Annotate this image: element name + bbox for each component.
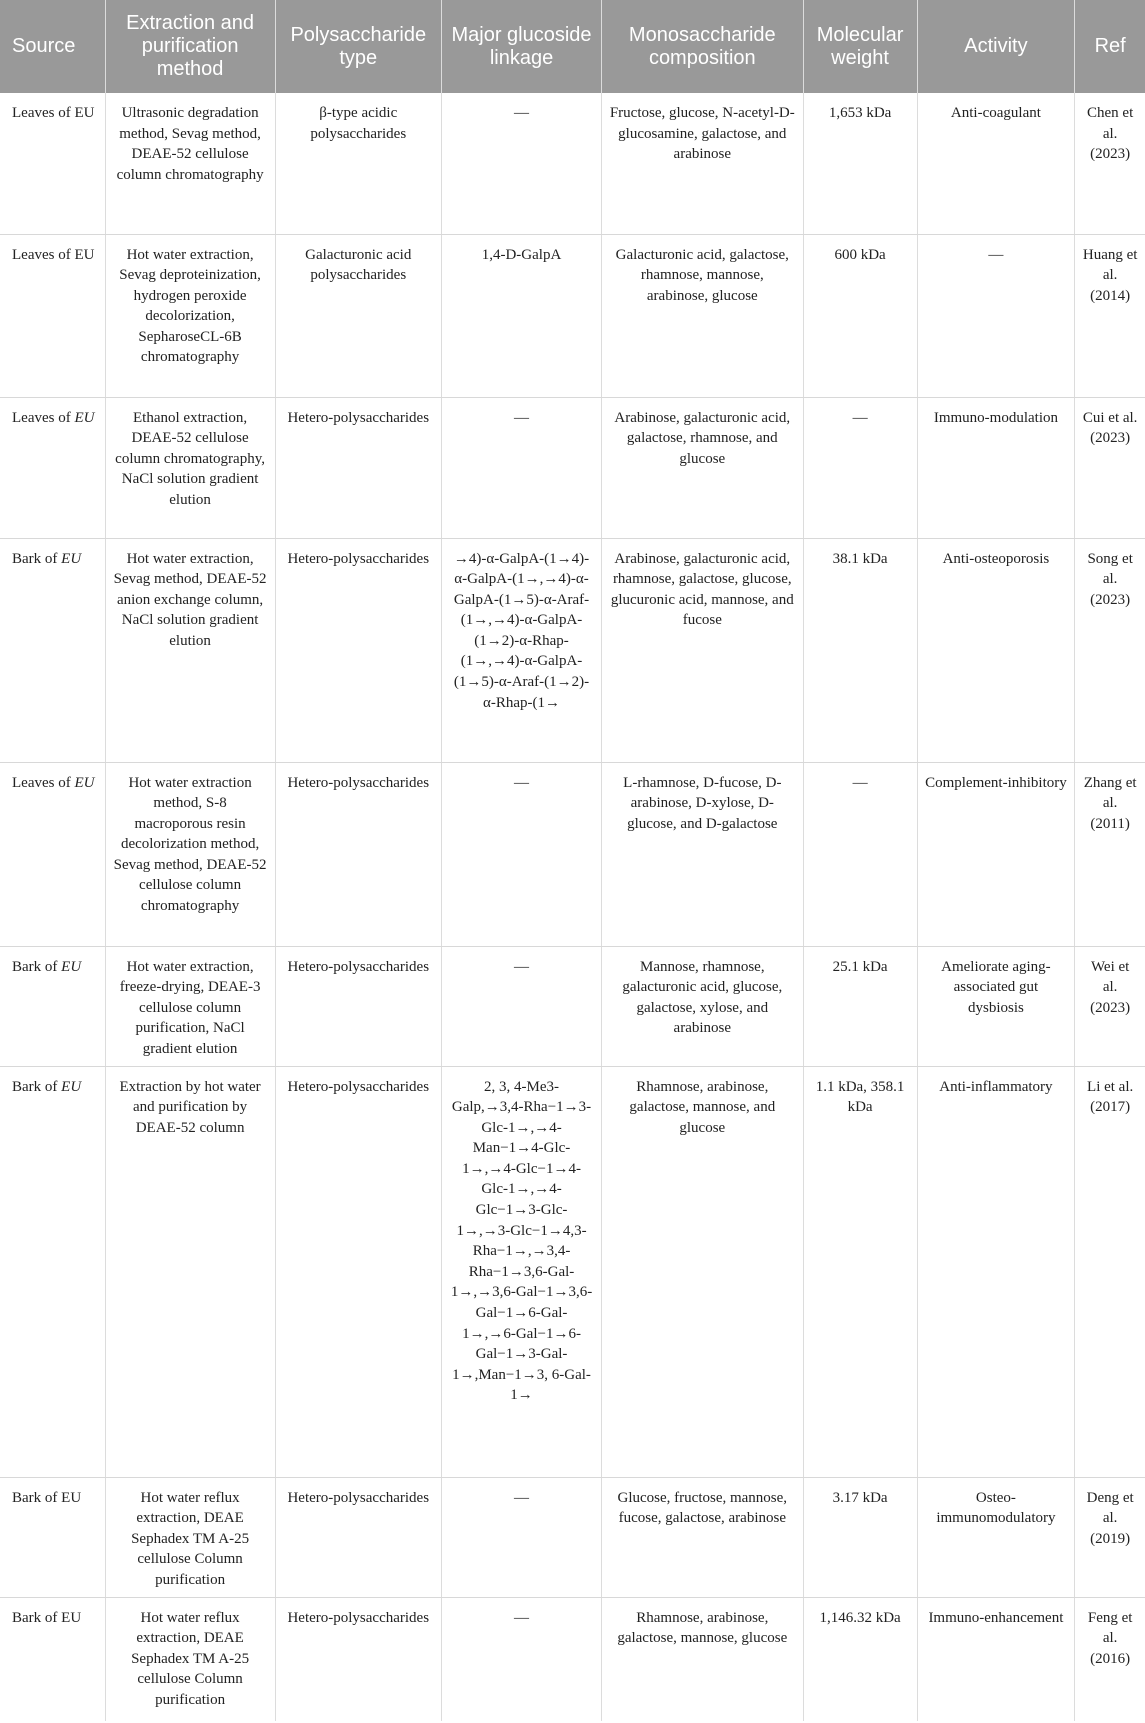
cell-method: Hot water extraction, Sevag deproteinization, hydrogen peroxide decolorization, SepharoseCL-6B chromatography <box>105 234 275 397</box>
cell-linkage: — <box>442 397 602 538</box>
table-row <box>0 1597 1145 1721</box>
table-row <box>0 946 1145 1066</box>
cell-linkage: — <box>442 93 602 234</box>
cell-method: Hot water extraction, Sevag method, DEAE-52 anion exchange column, NaCl solution gradient elution <box>105 538 275 762</box>
cell-mw: 25.1 kDa <box>803 946 917 1066</box>
cell-linkage: — <box>442 1477 602 1597</box>
cell-source <box>0 946 105 1066</box>
header-type: Polysaccharide type <box>275 0 442 93</box>
cell-source <box>0 762 105 946</box>
cell-ref: Song et al. (2023) <box>1075 538 1145 762</box>
cell-type: Hetero-polysaccharides <box>275 397 442 538</box>
source-species: EU <box>74 409 95 426</box>
cell-type: Hetero-polysaccharides <box>275 762 442 946</box>
cell-linkage: →4)-α-GalpA-(1→4)-α-GalpA-(1→,→4)-α-GalpA-(1→5)-α-Araf-(1→,→4)-α-GalpA-(1→2)-α-Rhap-(1→,→4)-α-GalpA-(1→5)-α-Araf-(1→2)-α-Rhap-(1→ <box>442 538 602 762</box>
cell-composition: Arabinose, galacturonic acid, rhamnose, galactose, glucose, glucuronic acid, mannose, and fucose <box>602 538 804 762</box>
cell-ref: Chen et al. (2023) <box>1075 93 1145 234</box>
cell-activity: Complement-inhibitory <box>917 762 1075 946</box>
cell-method: Hot water reflux extraction, DEAE Sephadex TM A-25 cellulose Column purification <box>105 1597 275 1721</box>
cell-type: Hetero-polysaccharides <box>275 538 442 762</box>
header-row <box>0 0 1145 93</box>
cell-ref: Zhang et al. (2011) <box>1075 762 1145 946</box>
cell-activity: Anti-osteoporosis <box>917 538 1075 762</box>
cell-composition: Arabinose, galacturonic acid, galactose, rhamnose, and glucose <box>602 397 804 538</box>
cell-type: Galacturonic acid polysaccharides <box>275 234 442 397</box>
cell-type: Hetero-polysaccharides <box>275 1066 442 1477</box>
cell-mw: 1,653 kDa <box>803 93 917 234</box>
source-prefix: Bark of <box>12 550 62 567</box>
cell-ref: Cui et al. (2023) <box>1075 397 1145 538</box>
source-prefix: Leaves of <box>12 409 75 426</box>
cell-activity: Ameliorate aging-associated gut dysbiosis <box>917 946 1075 1066</box>
table-row <box>0 538 1145 762</box>
cell-linkage: — <box>442 946 602 1066</box>
cell-mw: — <box>803 762 917 946</box>
cell-source: Leaves of EU <box>0 234 105 397</box>
cell-ref: Wei et al. (2023) <box>1075 946 1145 1066</box>
cell-linkage: — <box>442 762 602 946</box>
header-activity: Activity <box>917 0 1075 93</box>
cell-source: Leaves of EU <box>0 93 105 234</box>
cell-mw: — <box>803 397 917 538</box>
cell-source: Bark of EU <box>0 1477 105 1597</box>
cell-ref: Huang et al. (2014) <box>1075 234 1145 397</box>
header-ref: Ref <box>1075 0 1145 93</box>
cell-activity: Anti-coagulant <box>917 93 1075 234</box>
cell-composition: Rhamnose, arabinose, galactose, mannose, and glucose <box>602 1066 804 1477</box>
source-species: EU <box>61 1078 82 1095</box>
table-row <box>0 234 1145 397</box>
cell-activity: — <box>917 234 1075 397</box>
cell-type: Hetero-polysaccharides <box>275 946 442 1066</box>
cell-activity: Osteo-immunomodulatory <box>917 1477 1075 1597</box>
cell-type: Hetero-polysaccharides <box>275 1597 442 1721</box>
source-species: EU <box>74 774 95 791</box>
table-row <box>0 93 1145 234</box>
cell-source: Bark of EU <box>12 1609 82 1626</box>
table-row <box>0 1477 1145 1597</box>
cell-ref: Li et al. (2017) <box>1075 1066 1145 1477</box>
cell-method: Hot water reflux extraction, DEAE Sephadex TM A-25 cellulose Column purification <box>105 1477 275 1597</box>
cell-mw: 3.17 kDa <box>803 1477 917 1597</box>
cell-mw: 1,146.32 kDa <box>803 1597 917 1721</box>
cell-type: β-type acidic polysaccharides <box>275 93 442 234</box>
cell-type: Hetero-polysaccharides <box>275 1477 442 1597</box>
cell-composition: L-rhamnose, D-fucose, D-arabinose, D-xylose, D-glucose, and D-galactose <box>602 762 804 946</box>
cell-ref: Feng et al. (2016) <box>1075 1597 1145 1721</box>
cell-composition: Rhamnose, arabinose, galactose, mannose, glucose <box>602 1597 804 1721</box>
table-row <box>0 397 1145 538</box>
table-row <box>0 1066 1145 1477</box>
cell-composition: Galacturonic acid, galactose, rhamnose, mannose, arabinose, glucose <box>602 234 804 397</box>
cell-method: Hot water extraction method, S-8 macroporous resin decolorization method, Sevag method, DEAE-52 cellulose column chromatography <box>105 762 275 946</box>
cell-linkage: 1,4-D-GalpA <box>442 234 602 397</box>
cell-mw: 600 kDa <box>803 234 917 397</box>
table-row <box>0 762 1145 946</box>
cell-activity: Immuno-enhancement <box>917 1597 1075 1721</box>
cell-method: Extraction by hot water and purification by DEAE-52 column <box>105 1066 275 1477</box>
cell-source <box>0 397 105 538</box>
source-prefix: Bark of <box>12 958 62 975</box>
cell-ref: Deng et al. (2019) <box>1075 1477 1145 1597</box>
source-species: EU <box>61 550 82 567</box>
header-mw: Molecular weight <box>803 0 917 93</box>
cell-activity: Immuno-modulation <box>917 397 1075 538</box>
header-method: Extraction and purification method <box>105 0 275 93</box>
cell-mw: 38.1 kDa <box>803 538 917 762</box>
cell-source <box>0 1066 105 1477</box>
header-composition: Monosaccharide composition <box>602 0 804 93</box>
cell-mw: 1.1 kDa, 358.1 kDa <box>803 1066 917 1477</box>
cell-linkage: 2, 3, 4-Me3-Galp,→3,4-Rha−1→3-Glc-1→,→4-Man−1→4-Glc-1→,→4-Glc−1→4-Glc-1→,→4-Glc−1→3-Glc-1→,→3-Glc−1→4,3-Rha−1→,→3,4-Rha−1→3,6-Gal-1→,→3,6-Gal−1→3,6-Gal−1→6-Gal-1→,→6-Gal−1→6-Gal−1→3-Gal-1→,Man−1→3, 6-Gal-1→ <box>442 1066 602 1477</box>
cell-activity: Anti-inflammatory <box>917 1066 1075 1477</box>
cell-method: Hot water extraction, freeze-drying, DEAE-3 cellulose column purification, NaCl gradient elution <box>105 946 275 1066</box>
cell-composition: Fructose, glucose, N-acetyl-D-glucosamine, galactose, and arabinose <box>602 93 804 234</box>
cell-linkage: — <box>442 1597 602 1721</box>
cell-method: Ethanol extraction, DEAE-52 cellulose column chromatography, NaCl solution gradient elution <box>105 397 275 538</box>
cell-composition: Mannose, rhamnose, galacturonic acid, glucose, galactose, xylose, and arabinose <box>602 946 804 1066</box>
header-linkage: Major glucoside linkage <box>442 0 602 93</box>
cell-composition: Glucose, fructose, mannose, fucose, galactose, arabinose <box>602 1477 804 1597</box>
source-species: EU <box>61 958 82 975</box>
source-prefix: Bark of <box>12 1078 62 1095</box>
source-prefix: Leaves of <box>12 774 75 791</box>
cell-source <box>0 538 105 762</box>
header-source: Source <box>0 0 105 93</box>
cell-method: Ultrasonic degradation method, Sevag method, DEAE-52 cellulose column chromatography <box>105 93 275 234</box>
